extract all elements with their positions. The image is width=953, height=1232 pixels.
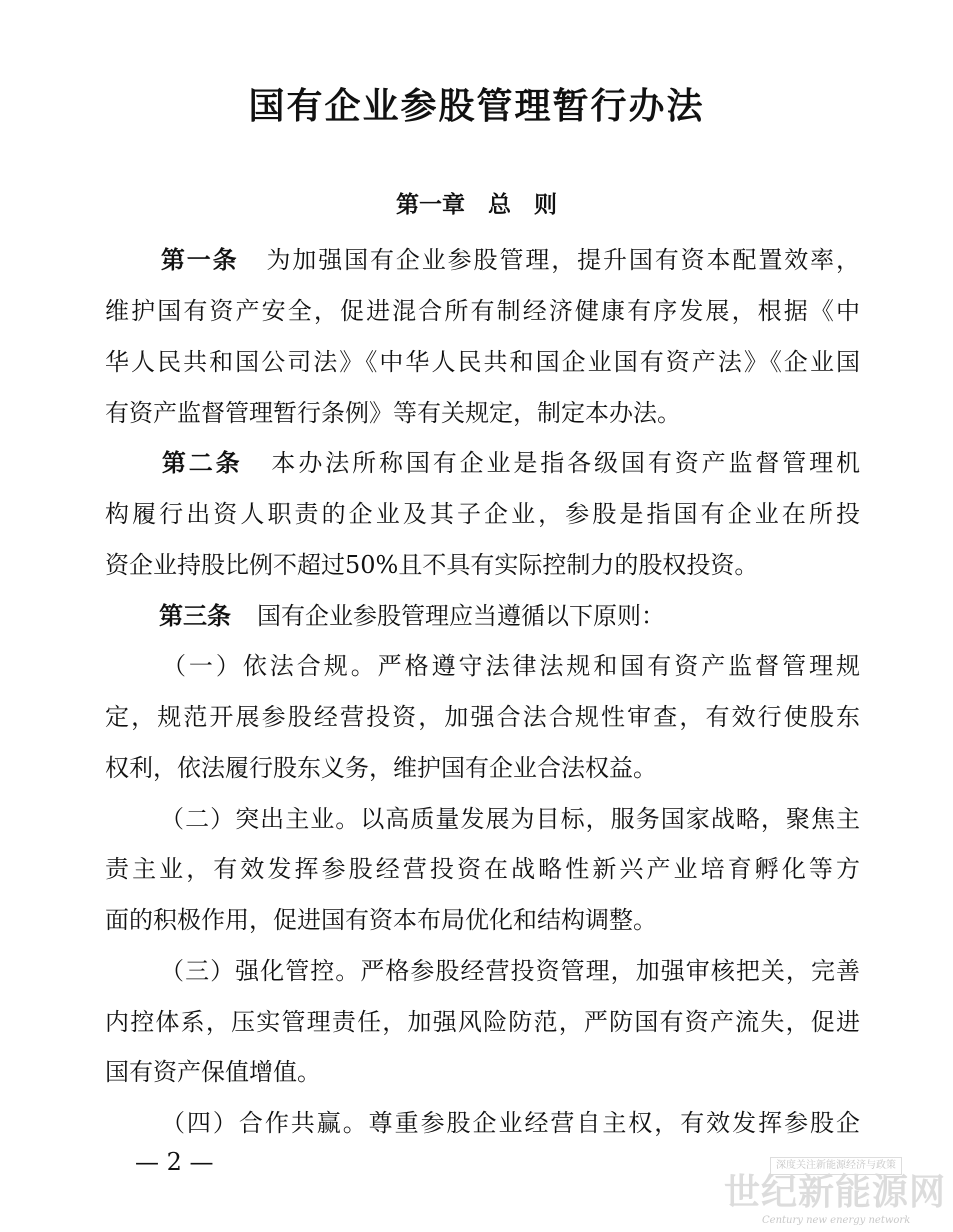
article-1-line-2: 维护国有资产安全，促进混合所有制经济健康有序发展，根据《中 xyxy=(105,297,860,325)
principle-2-line-2: 责主业，有效发挥参股经营投资在战略性新兴产业培育孵化等方 xyxy=(105,855,860,883)
article-3-line-1 xyxy=(105,596,860,636)
chapter-title: 第一章 总 则 xyxy=(396,191,557,218)
article-2-text: 本办法所称国有企业是指各级国有资产监督管理机 xyxy=(268,449,861,477)
article-1-text: 为加强国有企业参股管理，提升国有资本配置效率， xyxy=(264,246,861,274)
principle-3-line-2: 内控体系，压实管理责任，加强风险防范，严防国有资产流失，促进 xyxy=(105,1008,860,1036)
principle-2-line-3: 面的积极作用，促进国有资本布局优化和结构调整。 xyxy=(105,906,657,934)
article-1-line-3: 华人民共和国公司法》《中华人民共和国企业国有资产法》《企业国 xyxy=(105,348,860,376)
article-1-line-1 xyxy=(105,240,860,280)
watermark-subtitle: Century new energy network xyxy=(762,1215,911,1226)
principle-3-line-1: （三）强化管控。严格参股经营投资管理，加强审核把关，完善 xyxy=(159,957,860,985)
article-2-label: 第二条 xyxy=(159,448,243,477)
article-2-line-2: 构履行出资人职责的企业及其子企业，参股是指国有企业在所投 xyxy=(105,500,860,528)
watermark-tagline: 深度关注新能源经济与政策 xyxy=(770,1157,902,1175)
article-3-text: 国有企业参股管理应当遵循以下原则： xyxy=(257,602,665,630)
article-2-line-1 xyxy=(105,443,860,483)
principle-2-line-1: （二）突出主业。以高质量发展为目标，服务国家战略，聚焦主 xyxy=(159,805,860,833)
watermark-logo: 世纪新能源网 xyxy=(724,1172,947,1213)
article-2-line-3: 资企业持股比例不超过50%且不具有实际控制力的股权投资。 xyxy=(105,551,759,579)
page-number: — 2 — xyxy=(135,1148,214,1176)
page-title: 国有企业参股管理暂行办法 xyxy=(248,85,705,127)
principle-1-line-1: （一）依法合规。严格遵守法律法规和国有资产监督管理规 xyxy=(159,652,860,680)
principle-1-line-2: 定，规范开展参股经营投资，加强合法合规性审查，有效行使股东 xyxy=(105,703,860,731)
principle-4-line-1: （四）合作共赢。尊重参股企业经营自主权，有效发挥参股企 xyxy=(159,1109,860,1137)
article-1-label: 第一条 xyxy=(159,245,239,274)
article-1-line-4: 有资产监督管理暂行条例》等有关规定，制定本办法。 xyxy=(105,399,681,427)
principle-3-line-3: 国有资产保值增值。 xyxy=(105,1058,321,1086)
article-3-label: 第三条 xyxy=(159,601,231,630)
principle-1-line-3: 权利，依法履行股东义务，维护国有企业合法权益。 xyxy=(105,754,657,782)
